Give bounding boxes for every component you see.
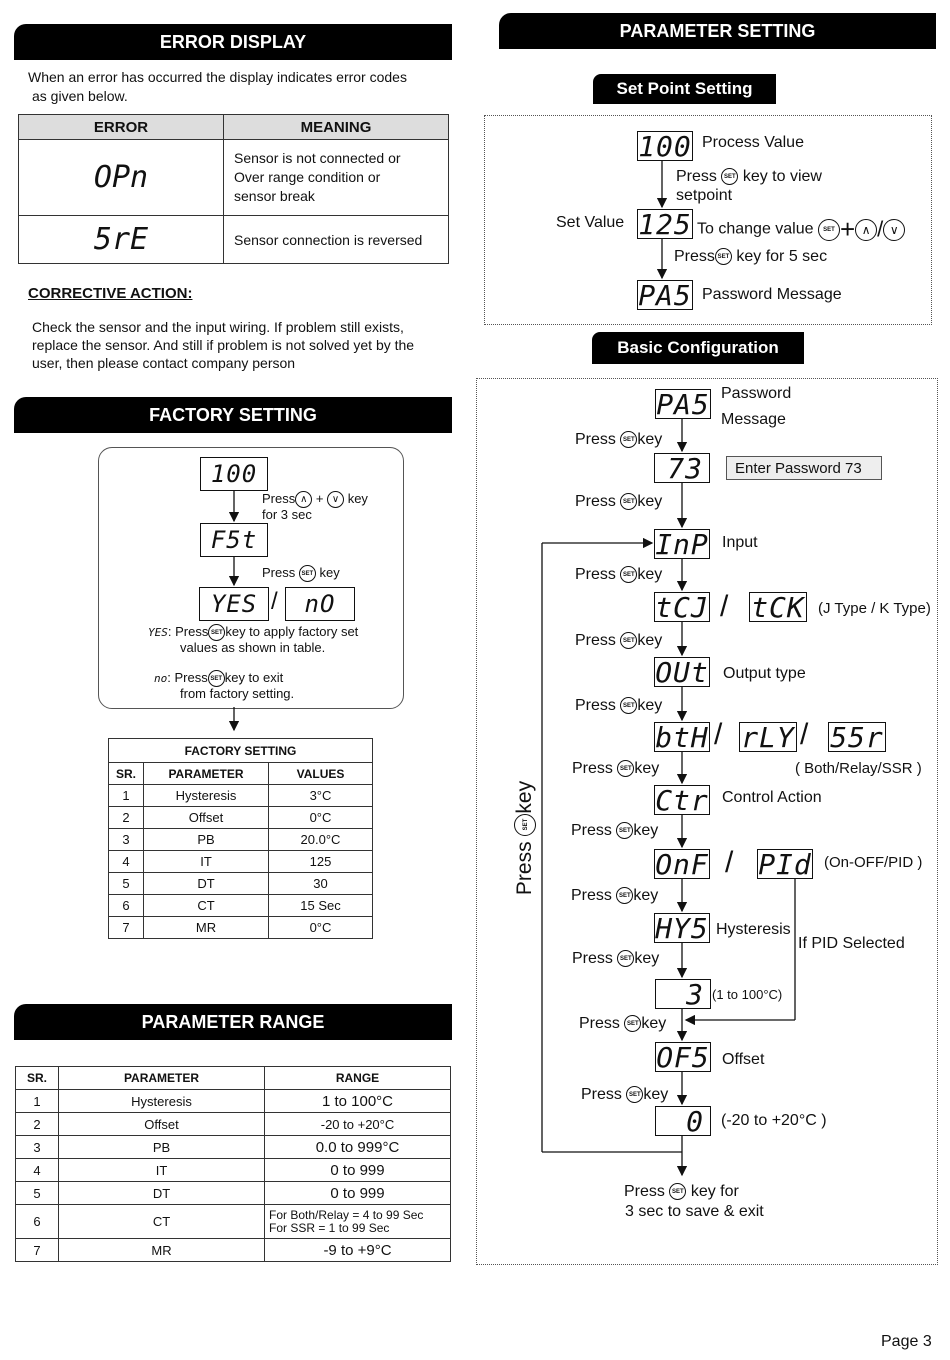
set-key-icon: SET [669,1183,686,1200]
error-table [18,114,449,264]
output-type-label: Output type [723,665,806,682]
sp-sv-display: 125 [638,207,692,241]
key-for-label: key for [690,1183,739,1200]
bc-press-step8 [571,887,658,905]
table-header: SR. [109,763,144,785]
set-value-label: Set Value [556,214,625,231]
set-point-setting-banner: Set Point Setting [593,74,776,104]
table-cell: 1 [16,1090,59,1113]
bc-press-step9 [572,950,659,968]
yes-no-slash: / [271,588,278,615]
bc-hys-display: HY5 [655,911,709,945]
set-key-icon: SET [616,887,633,904]
table-row [16,1090,451,1113]
meaning-line: Sensor is not connected or [234,150,401,166]
press-label: : Press [167,624,209,639]
key-label: key [637,697,663,714]
key-label: key [637,493,663,510]
factory-setting-table [108,738,373,939]
bc-input-label: Input [722,534,758,551]
set-key-icon: SET [721,168,738,185]
table-cell: DT [144,873,269,895]
table-row [109,895,373,917]
corrective-line: Check the sensor and the input wiring. If problem still exists, [32,319,404,335]
table-cell: 1 [109,785,144,807]
set-key-icon: SET [620,493,637,510]
meaning-line: Over range condition or [234,169,381,185]
table-row [109,851,373,873]
up-arrow-key-icon: ∧ [295,491,312,508]
table-cell: CT [59,1205,265,1239]
save-exit-line2: 3 sec to save & exit [625,1203,764,1220]
table-cell: 5 [109,873,144,895]
table-cell: Hysteresis [59,1090,265,1113]
slash-sign: / [877,216,884,242]
parameter-range-banner: PARAMETER RANGE [14,1004,452,1040]
bc-tcj-display: tCJ [655,590,709,624]
key-label: key for 5 sec [736,248,828,265]
table-cell: For Both/Relay = 4 to 99 Sec For SSR = 1 to 99 Sec [265,1205,451,1239]
factory-setting-banner: FACTORY SETTING [14,397,452,433]
yes-explanation-line1 [148,624,358,641]
up-arrow-key-icon: ∧ [855,219,877,241]
corrective-action-title: CORRECTIVE ACTION: [28,285,193,302]
table-cell: 7 [16,1239,59,1262]
sp-pas-display: PA5 [638,278,692,312]
set-key-icon: SET [620,566,637,583]
no-action: key to exit [224,670,284,685]
factory-table-title: FACTORY SETTING [109,739,373,763]
press-label: Press [572,760,613,777]
process-value-label: Process Value [702,134,804,151]
factory-no-display: nO [285,587,355,621]
page-number: Page 3 [881,1333,932,1350]
bc-press-step11 [581,1086,668,1104]
set-key-icon: SET [624,1015,641,1032]
table-cell: 15 Sec [269,895,373,917]
bc-ofs-display: OF5 [656,1040,710,1074]
table-row [16,1205,451,1239]
down-arrow-key-icon: ∨ [883,219,905,241]
enter-password-box: Enter Password 73 [726,456,882,480]
key-label: key [637,566,663,583]
plus-sign: + [839,214,856,244]
table-cell: Hysteresis [144,785,269,807]
bc-onf-display: OnF [655,847,709,881]
factory-pv-display: 100 [200,457,268,491]
bc-hys-value-display: 3 [655,979,711,1009]
type-label: (J Type / K Type) [818,600,931,617]
set-key-icon: SET [626,1086,643,1103]
press-label: Press [575,632,616,649]
error-meaning-cell [224,140,449,216]
side-press-key-label [513,773,537,903]
set-key-icon: SET [818,219,840,241]
key-label: key [634,760,660,777]
yes-tag: YES [148,626,168,639]
parameter-setting-banner: PARAMETER SETTING [499,13,936,49]
table-cell: Offset [59,1113,265,1136]
table-row [16,1113,451,1136]
press-label: Press [513,841,536,896]
factory-fst-display: F5t [200,523,268,557]
to-change-label: To change value [697,220,814,238]
password-message-label: Password Message [702,286,842,303]
table-cell: 6 [16,1205,59,1239]
table-cell: 0 to 999 [265,1159,451,1182]
hys-range-label: (1 to 100°C) [712,987,783,1002]
tc-slash: / [720,590,729,623]
factory-press-set [262,565,340,582]
no-tag: no [154,672,168,685]
down-arrow-key-icon: ∨ [327,491,344,508]
parameter-range-table [15,1066,451,1262]
to-change-line [697,214,905,245]
table-cell: MR [59,1239,265,1262]
key-label: key [634,950,660,967]
table-cell: 0.0 to 999°C [265,1136,451,1159]
press-label: Press [579,1015,620,1032]
out-slash-2: / [800,718,809,751]
key-label: key to view [742,168,822,185]
ctrl-slash: / [725,846,734,879]
table-cell: 3 [109,829,144,851]
bc-tck-display: tCK [749,592,807,622]
table-cell: IT [144,851,269,873]
error-meaning-cell: Sensor connection is reversed [224,216,449,264]
table-cell: CT [144,895,269,917]
set-key-icon: SET [617,760,634,777]
press-label: Press [676,168,717,185]
table-cell: 1 to 100°C [265,1090,451,1113]
table-cell: -20 to +20°C [265,1113,451,1136]
set-key-icon: SET [208,670,225,687]
table-cell: 6 [109,895,144,917]
table-cell: 2 [16,1113,59,1136]
bc-press-step3 [575,566,662,584]
bc-press-step4 [575,632,662,650]
ofs-range-label: (-20 to +20°C ) [721,1112,827,1129]
set-key-icon: SET [715,248,732,265]
bc-ofs-value-display: 0 [655,1106,711,1136]
bc-message-label: Message [721,411,786,428]
bc-press-step1 [575,431,662,449]
set-key-icon: SET [299,565,316,582]
table-cell: 30 [269,873,373,895]
set-key-icon: SET [620,632,637,649]
key-label: key [319,565,340,580]
press-label: Press [571,822,612,839]
table-cell: PB [59,1136,265,1159]
error-code-cell: OPn [19,140,224,216]
table-row [109,829,373,851]
meaning-line: sensor break [234,188,315,204]
table-row [109,873,373,895]
error-intro-line1: When an error has occurred the display indicates error codes [28,69,407,85]
table-cell: IT [59,1159,265,1182]
factory-yes-display: YES [199,587,269,621]
bc-press-step10 [579,1015,666,1033]
press-label: Press [262,565,296,580]
press-label: Press [572,950,613,967]
control-action-label: Control Action [722,789,822,806]
bc-inp-display: InP [655,527,709,561]
table-cell: 7 [109,917,144,939]
save-exit-line1 [624,1183,739,1201]
bc-password-display: 73 [654,453,710,483]
key-label: key [637,632,663,649]
set-key-icon: SET [514,814,536,836]
basic-configuration-banner: Basic Configuration [592,332,804,364]
yes-action: key to apply factory set [225,624,359,639]
error-code-cell: 5rE [19,216,224,264]
table-cell: 20.0°C [269,829,373,851]
table-header: SR. [16,1067,59,1090]
key-label: key [633,887,659,904]
bc-ctr-display: Ctr [655,783,709,817]
no-explanation-line2: from factory setting. [180,686,295,701]
table-cell: PB [144,829,269,851]
no-explanation-line1 [154,670,283,687]
factory-press-keys-line1: Press ∧ + ∨ key [262,491,368,508]
bc-pid-display: PId [758,847,812,881]
hysteresis-label: Hysteresis [716,921,791,938]
bc-press-step7 [571,822,658,840]
table-cell: 125 [269,851,373,873]
press-label: Press [262,491,296,506]
press-label: Press [624,1183,665,1200]
bc-out-display: OUt [655,655,709,689]
control-options-label: (On-OFF/PID ) [824,854,923,871]
error-display-banner: ERROR DISPLAY [14,24,452,60]
table-row [109,917,373,939]
meaning-header: MEANING [224,115,449,140]
table-header: PARAMETER [144,763,269,785]
table-cell: 2 [109,807,144,829]
press-label: Press [674,248,715,265]
press-label: : Press [167,670,208,685]
yes-explanation-line2: values as shown in table. [180,640,326,655]
set-key-icon: SET [617,950,634,967]
output-options-label: ( Both/Relay/SSR ) [795,760,922,777]
key-label: key [643,1086,669,1103]
bc-password-label: Password [721,385,792,402]
table-cell: Offset [144,807,269,829]
set-key-icon: SET [616,822,633,839]
offset-label: Offset [722,1051,765,1068]
press-label: Press [575,431,616,448]
bc-press-step2 [575,493,662,511]
bc-pas-display: PA5 [656,387,710,421]
bc-press-step6 [572,760,659,778]
table-cell: DT [59,1182,265,1205]
press-label: Press [575,566,616,583]
table-row [16,1159,451,1182]
table-cell: 3°C [269,785,373,807]
table-row [109,785,373,807]
bc-rly-display: rLY [739,722,797,752]
press-label: Press [571,887,612,904]
key-label: key [641,1015,667,1032]
error-intro-line2: as given below. [32,88,128,104]
table-cell: 5 [16,1182,59,1205]
key-label: key [633,822,659,839]
setpoint-label: setpoint [676,187,733,204]
key-label: key [637,431,663,448]
table-row [16,1136,451,1159]
bc-ssr-display: 55r [828,722,886,752]
press-label: Press [575,493,616,510]
table-cell: MR [144,917,269,939]
pid-selected-label: If PID Selected [798,935,905,952]
table-row [109,807,373,829]
set-key-icon: SET [620,431,637,448]
table-header: PARAMETER [59,1067,265,1090]
press-label: Press [581,1086,622,1103]
table-header: RANGE [265,1067,451,1090]
table-cell: 4 [109,851,144,873]
sp-pv-display: 100 [638,129,692,163]
table-cell: 0 to 999 [265,1182,451,1205]
key-label: key [347,491,368,506]
corrective-line: replace the sensor. And still if problem is not solved yet by the [32,337,415,353]
set-key-icon: SET [208,624,225,641]
error-header: ERROR [19,115,224,140]
table-header: VALUES [269,763,373,785]
factory-press-keys-line2: for 3 sec [262,507,312,522]
table-cell: 3 [16,1136,59,1159]
corrective-line: user, then please contact company person [32,355,296,371]
press-5sec-line [674,248,827,266]
table-cell: 0°C [269,807,373,829]
set-key-icon: SET [620,697,637,714]
table-cell: -9 to +9°C [265,1239,451,1262]
press-view-line [676,168,822,186]
table-cell: 4 [16,1159,59,1182]
press-label: Press [575,697,616,714]
bc-bth-display: btH [655,720,709,754]
bc-press-step5 [575,697,662,715]
table-row [16,1239,451,1262]
key-label: key [513,780,536,814]
table-row [16,1182,451,1205]
out-slash-1: / [714,718,723,751]
table-cell: 0°C [269,917,373,939]
